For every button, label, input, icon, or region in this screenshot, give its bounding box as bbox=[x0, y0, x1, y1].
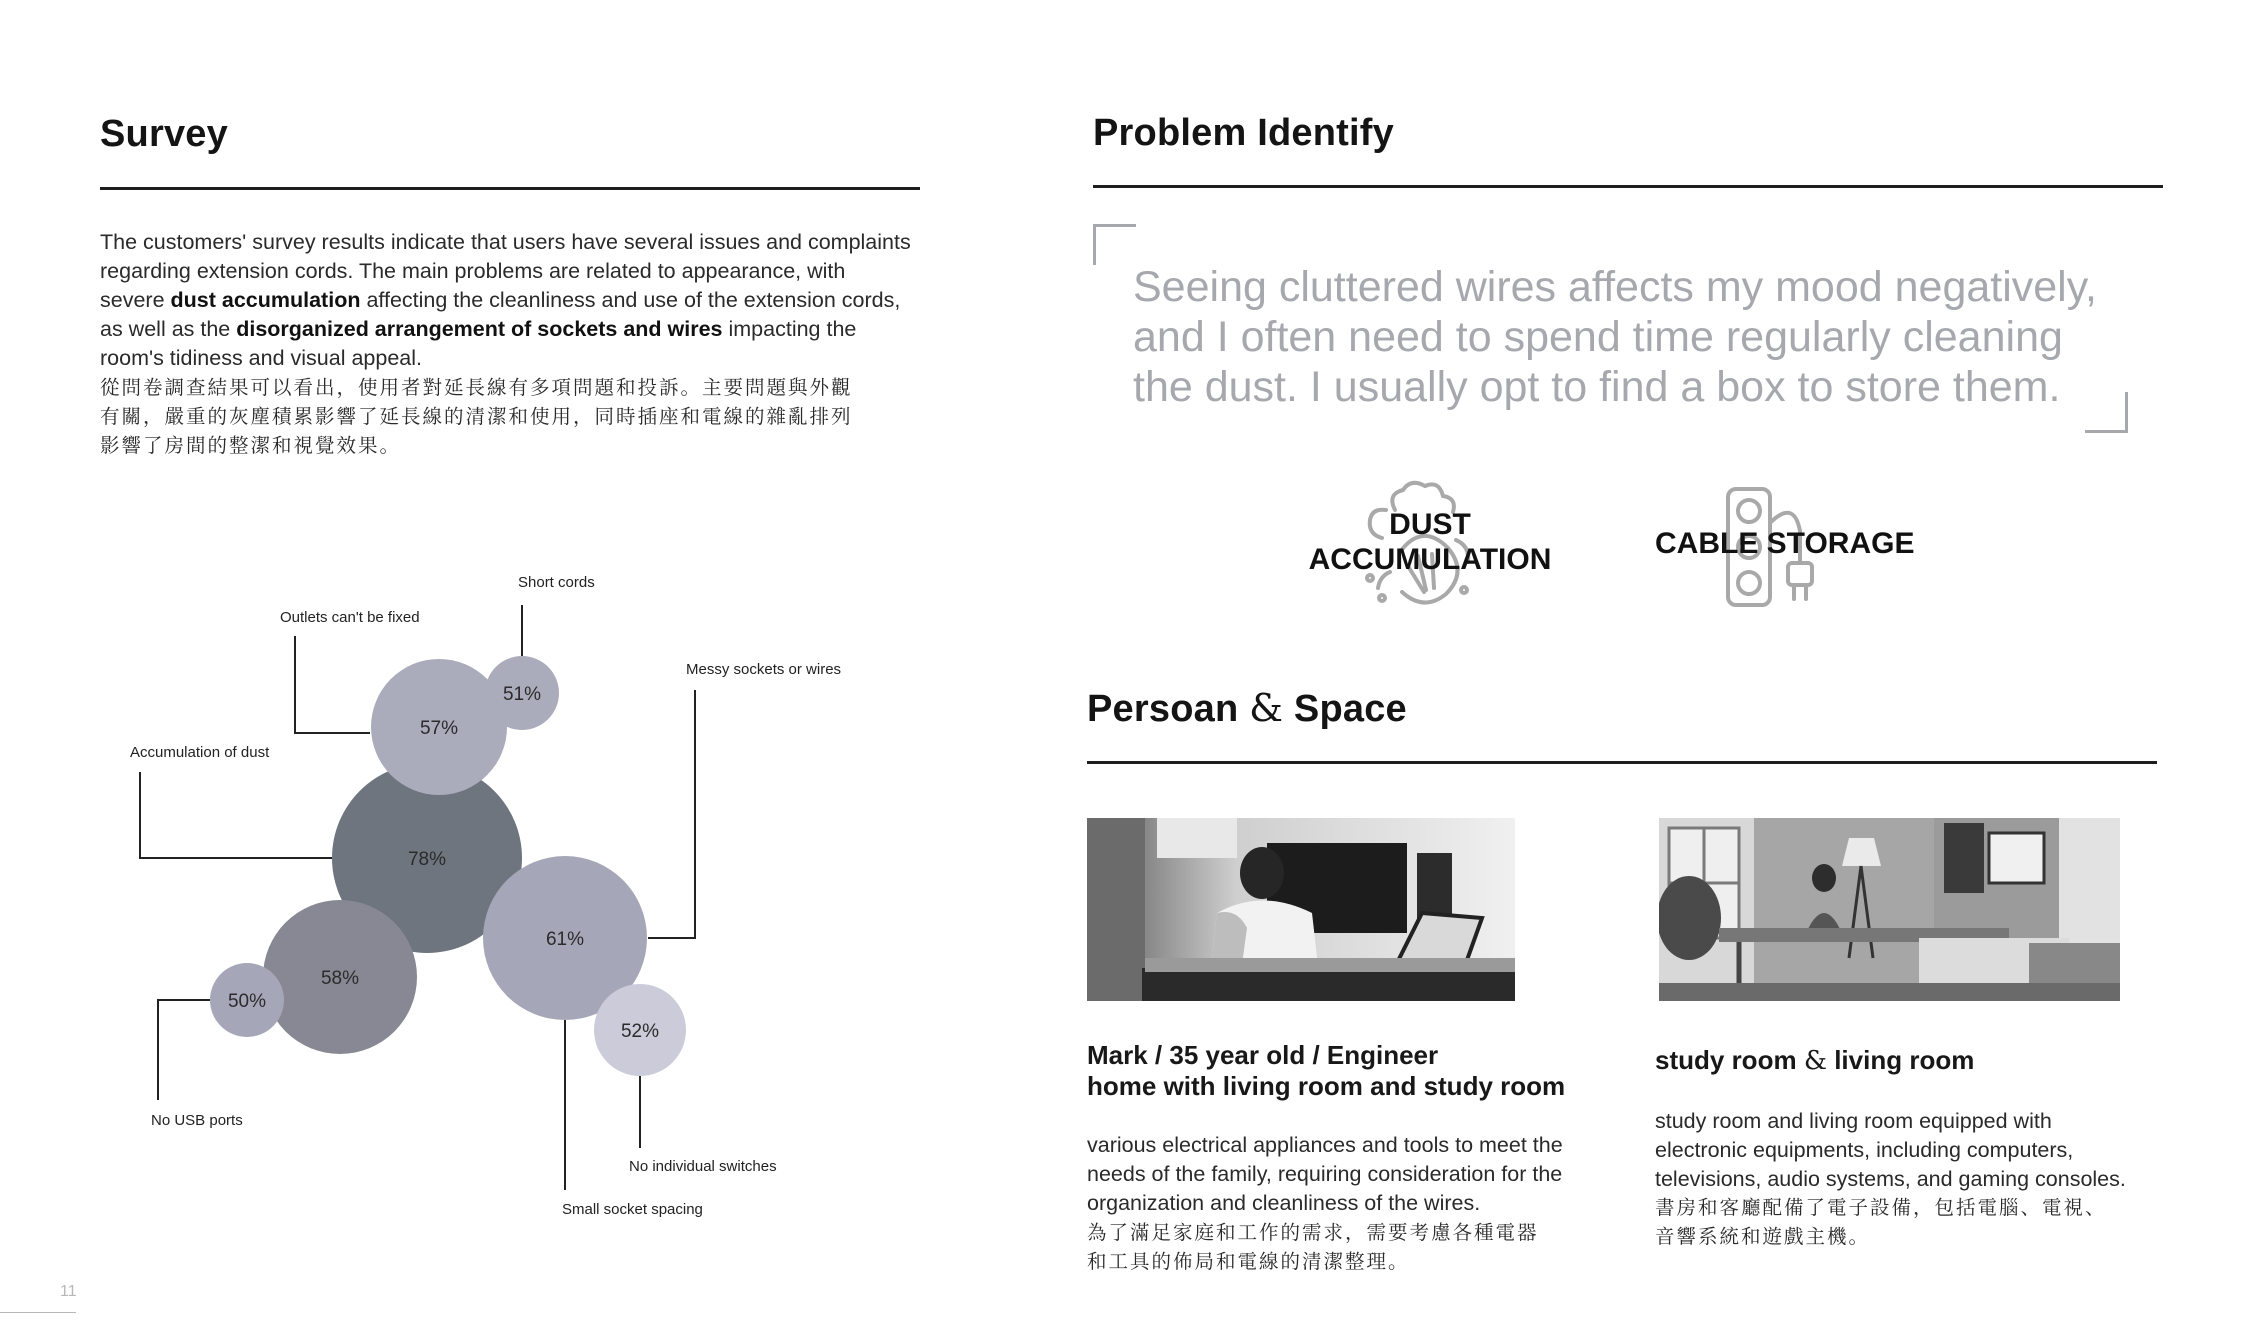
survey-bubble-chart bbox=[0, 0, 1000, 1339]
persona-title bbox=[1087, 686, 1407, 731]
chart-bubbles bbox=[210, 656, 686, 1076]
page-number: 11 bbox=[60, 1283, 77, 1300]
chart-category-label: Messy sockets or wires bbox=[686, 661, 842, 678]
photo-illustration bbox=[1659, 818, 2120, 1001]
bubble-value-label: 61% bbox=[545, 929, 585, 950]
persona-left-title bbox=[1087, 1040, 1587, 1102]
cjk-line: 和工具的佈局和電線的清潔整理。 bbox=[1087, 1250, 1410, 1273]
engineer-at-desk-photo bbox=[1087, 818, 1515, 1001]
chart-category-label: Small socket spacing bbox=[562, 1201, 703, 1218]
icon-label-line: DUST bbox=[1389, 508, 1471, 541]
persona-title-part: Space bbox=[1293, 688, 1407, 730]
persona-title-part: Persoan bbox=[1087, 688, 1239, 730]
bubble-value-label: 52% bbox=[620, 1021, 660, 1042]
quote-line: the dust. I usually opt to find a box to store them. bbox=[1133, 363, 2061, 411]
persona-divider bbox=[1087, 761, 2157, 764]
leader-line bbox=[295, 636, 370, 733]
body-line: study room and living room equipped with bbox=[1655, 1109, 2052, 1133]
leader-line bbox=[648, 690, 695, 938]
survey-highlight-dust: dust accumulation bbox=[170, 288, 361, 312]
survey-text-part: impacting the room's tidiness and visual appeal. bbox=[100, 317, 857, 370]
body-line: needs of the family, requiring consideration for the bbox=[1087, 1162, 1563, 1186]
cjk-line: 從問卷調查結果可以看出，使用者對延長線有多項問題和投訴。主要問題與外觀 bbox=[100, 376, 853, 399]
dust-accumulation-label bbox=[1300, 507, 1560, 577]
user-quote bbox=[1133, 262, 2113, 412]
survey-title: Survey bbox=[100, 113, 228, 155]
chart-category-label: Short cords bbox=[518, 574, 595, 591]
survey-text-part: The customers' survey results indicate that users have several issues and complaints regarding extension cords. The main problems are related to appearance, with severe bbox=[100, 230, 911, 312]
body-line: electronic equipments, including computers, bbox=[1655, 1138, 2074, 1162]
persona-title-part: study room bbox=[1655, 1045, 1797, 1075]
bubble-value-label: 78% bbox=[407, 849, 447, 870]
survey-highlight-sockets: disorganized arrangement of sockets and wires bbox=[236, 317, 723, 341]
cjk-line: 有關，嚴重的灰塵積累影響了延長線的清潔和使用，同時插座和電線的雜亂排列 bbox=[100, 405, 853, 428]
bubble-value-label: 50% bbox=[227, 991, 267, 1012]
ampersand: & bbox=[1803, 1046, 1827, 1076]
bubble-value-label: 57% bbox=[419, 718, 459, 739]
leader-line bbox=[158, 1000, 210, 1100]
quote-open-bracket bbox=[1093, 224, 1136, 265]
bubble-value-label: 51% bbox=[502, 684, 542, 705]
body-line: organization and cleanliness of the wires. bbox=[1087, 1191, 1481, 1215]
cjk-line: 音響系統和遊戲主機。 bbox=[1655, 1225, 1871, 1248]
body-line: various electrical appliances and tools to meet the bbox=[1087, 1133, 1563, 1157]
body-line: televisions, audio systems, and gaming consoles. bbox=[1655, 1167, 2126, 1191]
problem-divider bbox=[1093, 185, 2163, 188]
persona-right-title bbox=[1655, 1045, 1974, 1077]
quote-line: and I often need to spend time regularly cleaning bbox=[1133, 313, 2063, 361]
problem-title: Problem Identify bbox=[1093, 112, 1394, 154]
page-number-rule bbox=[0, 1312, 76, 1313]
icon-label-line: ACCUMULATION bbox=[1308, 543, 1552, 576]
leader-line bbox=[140, 772, 335, 858]
bubble-value-label: 58% bbox=[320, 968, 360, 989]
chart-category-label: Accumulation of dust bbox=[130, 744, 270, 761]
chart-category-label: No USB ports bbox=[151, 1112, 243, 1129]
chart-category-label: No individual switches bbox=[629, 1158, 777, 1175]
cjk-line: 影響了房間的整潔和視覺效果。 bbox=[100, 434, 402, 457]
ampersand: & bbox=[1249, 686, 1284, 730]
cjk-line: 書房和客廳配備了電子設備，包括電腦、電視、 bbox=[1655, 1196, 2107, 1219]
persona-right-chinese bbox=[1655, 1193, 2175, 1251]
photo-illustration bbox=[1087, 818, 1515, 1001]
cable-storage-label: CABLE STORAGE bbox=[1655, 527, 1915, 560]
persona-title-part: living room bbox=[1834, 1045, 1975, 1075]
persona-left-chinese bbox=[1087, 1218, 1607, 1276]
persona-left-body bbox=[1087, 1131, 1597, 1218]
quote-line: Seeing cluttered wires affects my mood negatively, bbox=[1133, 263, 2097, 311]
persona-right-body bbox=[1655, 1107, 2175, 1194]
persona-title-line: Mark / 35 year old / Engineer bbox=[1087, 1040, 1439, 1070]
survey-text-part: affecting the cleanliness and use of the extension cords, as well as the bbox=[100, 288, 901, 341]
chart-category-label: Outlets can't be fixed bbox=[280, 609, 420, 626]
cjk-line: 為了滿足家庭和工作的需求，需要考慮各種電器 bbox=[1087, 1221, 1539, 1244]
persona-title-line: home with living room and study room bbox=[1087, 1071, 1566, 1101]
study-living-room-photo bbox=[1659, 818, 2120, 1001]
